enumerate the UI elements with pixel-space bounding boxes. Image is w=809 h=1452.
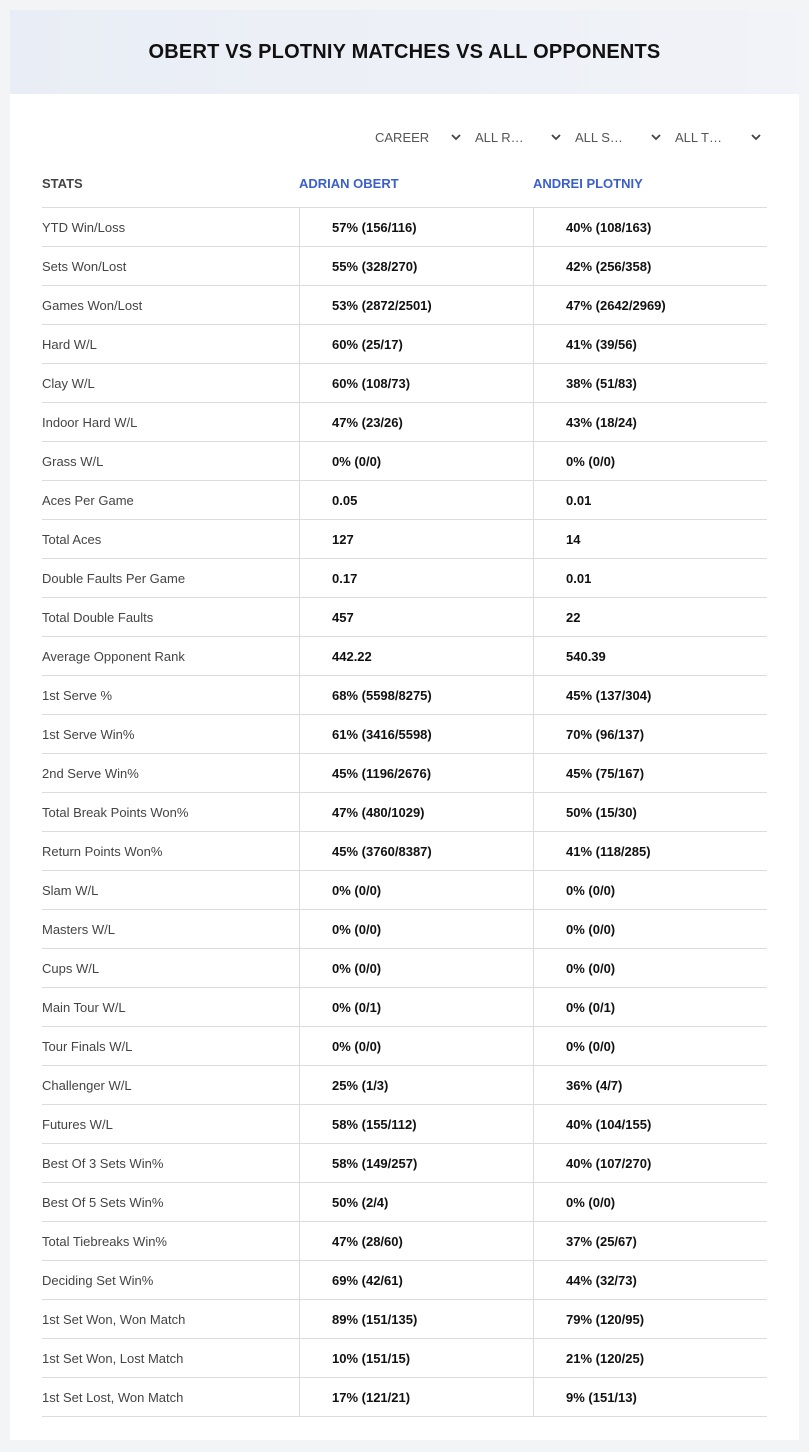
chevron-down-icon bbox=[751, 132, 761, 142]
table-row bbox=[42, 871, 767, 910]
player1-value: 0.17 bbox=[299, 559, 533, 597]
player2-value: 0% (0/0) bbox=[533, 949, 767, 987]
chevron-down-icon bbox=[451, 132, 461, 142]
table-row bbox=[42, 520, 767, 559]
filter-bar bbox=[367, 127, 767, 147]
stat-label: 1st Serve % bbox=[42, 687, 113, 703]
player1-value: 58% (149/257) bbox=[299, 1144, 533, 1182]
table-row bbox=[42, 910, 767, 949]
player2-value: 44% (32/73) bbox=[533, 1261, 767, 1299]
stat-label: Return Points Won% bbox=[42, 843, 163, 859]
stat-label: Grass W/L bbox=[42, 453, 104, 469]
table-row bbox=[42, 1339, 767, 1378]
table-header bbox=[42, 160, 767, 208]
stat-label: Slam W/L bbox=[42, 882, 99, 898]
player1-value: 61% (3416/5598) bbox=[299, 715, 533, 753]
player1-value: 442.22 bbox=[299, 637, 533, 675]
player1-value: 55% (328/270) bbox=[299, 247, 533, 285]
player2-value: 79% (120/95) bbox=[533, 1300, 767, 1338]
player2-value: 21% (120/25) bbox=[533, 1339, 767, 1377]
player2-value: 0% (0/0) bbox=[533, 1183, 767, 1221]
player2-value: 36% (4/7) bbox=[533, 1066, 767, 1104]
stat-label: Best Of 5 Sets Win% bbox=[42, 1194, 164, 1210]
player1-value: 17% (121/21) bbox=[299, 1378, 533, 1416]
player2-value: 14 bbox=[533, 520, 767, 558]
stat-label: 1st Serve Win% bbox=[42, 726, 135, 742]
player1-value: 0.05 bbox=[299, 481, 533, 519]
player2-value: 40% (107/270) bbox=[533, 1144, 767, 1182]
player1-value: 47% (23/26) bbox=[299, 403, 533, 441]
player1-value: 45% (1196/2676) bbox=[299, 754, 533, 792]
player2-value: 0% (0/0) bbox=[533, 1027, 767, 1065]
player1-value: 53% (2872/2501) bbox=[299, 286, 533, 324]
column-header-player1[interactable]: ADRIAN OBERT bbox=[299, 176, 399, 191]
player1-value: 47% (28/60) bbox=[299, 1222, 533, 1260]
table-row bbox=[42, 559, 767, 598]
player1-value: 25% (1/3) bbox=[299, 1066, 533, 1104]
player2-value: 45% (75/167) bbox=[533, 754, 767, 792]
player2-value: 40% (104/155) bbox=[533, 1105, 767, 1143]
player2-value: 42% (256/358) bbox=[533, 247, 767, 285]
stat-label: Futures W/L bbox=[42, 1116, 113, 1132]
table-row bbox=[42, 286, 767, 325]
player2-value: 41% (118/285) bbox=[533, 832, 767, 870]
stat-label: YTD Win/Loss bbox=[42, 219, 126, 235]
table-row bbox=[42, 1105, 767, 1144]
player2-value: 0% (0/0) bbox=[533, 871, 767, 909]
player1-value: 60% (25/17) bbox=[299, 325, 533, 363]
player2-value: 50% (15/30) bbox=[533, 793, 767, 831]
player2-value: 0% (0/0) bbox=[533, 910, 767, 948]
stat-label: Tour Finals W/L bbox=[42, 1038, 133, 1054]
stat-label: Average Opponent Rank bbox=[42, 648, 185, 664]
stat-label: Games Won/Lost bbox=[42, 297, 143, 313]
table-row bbox=[42, 442, 767, 481]
table-row bbox=[42, 1300, 767, 1339]
stats-card bbox=[10, 10, 799, 1440]
table-row bbox=[42, 1261, 767, 1300]
stat-label: Masters W/L bbox=[42, 921, 115, 937]
player2-value: 47% (2642/2969) bbox=[533, 286, 767, 324]
player1-value: 0% (0/0) bbox=[299, 871, 533, 909]
table-row bbox=[42, 481, 767, 520]
table-row bbox=[42, 949, 767, 988]
table-row bbox=[42, 1378, 767, 1417]
column-header-stats: STATS bbox=[42, 176, 83, 191]
player1-value: 57% (156/116) bbox=[299, 208, 533, 246]
filter-dropdown-0[interactable] bbox=[367, 127, 467, 147]
player1-value: 69% (42/61) bbox=[299, 1261, 533, 1299]
table-row bbox=[42, 598, 767, 637]
player1-value: 0% (0/0) bbox=[299, 1027, 533, 1065]
table-row bbox=[42, 715, 767, 754]
player1-value: 45% (3760/8387) bbox=[299, 832, 533, 870]
stat-label: 1st Set Lost, Won Match bbox=[42, 1389, 184, 1405]
stat-label: Challenger W/L bbox=[42, 1077, 132, 1093]
stat-label: Best Of 3 Sets Win% bbox=[42, 1155, 164, 1171]
player2-value: 40% (108/163) bbox=[533, 208, 767, 246]
chevron-down-icon bbox=[551, 132, 561, 142]
stat-label: Clay W/L bbox=[42, 375, 95, 391]
player1-value: 60% (108/73) bbox=[299, 364, 533, 402]
stats-table bbox=[42, 160, 767, 1417]
player2-value: 41% (39/56) bbox=[533, 325, 767, 363]
table-row bbox=[42, 364, 767, 403]
table-row bbox=[42, 754, 767, 793]
stat-label: Double Faults Per Game bbox=[42, 570, 186, 586]
table-row bbox=[42, 1222, 767, 1261]
table-row bbox=[42, 637, 767, 676]
table-body bbox=[42, 208, 767, 1417]
table-row bbox=[42, 1144, 767, 1183]
player1-value: 457 bbox=[299, 598, 533, 636]
filter-dropdown-3[interactable] bbox=[667, 127, 767, 147]
filter-dropdown-label: ALL R… bbox=[475, 129, 524, 145]
filter-dropdown-1[interactable] bbox=[467, 127, 567, 147]
page-title: OBERT VS PLOTNIY MATCHES VS ALL OPPONENTS bbox=[148, 40, 661, 63]
player2-value: 22 bbox=[533, 598, 767, 636]
player1-value: 0% (0/0) bbox=[299, 910, 533, 948]
table-row bbox=[42, 403, 767, 442]
filter-dropdown-label: CAREER bbox=[375, 129, 430, 145]
stat-label: Total Aces bbox=[42, 531, 102, 547]
stat-label: 1st Set Won, Lost Match bbox=[42, 1350, 184, 1366]
player2-value: 0.01 bbox=[533, 559, 767, 597]
stat-label: 2nd Serve Win% bbox=[42, 765, 139, 781]
player2-value: 45% (137/304) bbox=[533, 676, 767, 714]
player2-value: 38% (51/83) bbox=[533, 364, 767, 402]
player1-value: 0% (0/1) bbox=[299, 988, 533, 1026]
player2-value: 540.39 bbox=[533, 637, 767, 675]
player1-value: 58% (155/112) bbox=[299, 1105, 533, 1143]
chevron-down-icon bbox=[651, 132, 661, 142]
stat-label: Aces Per Game bbox=[42, 492, 134, 508]
card-header bbox=[10, 10, 799, 94]
table-row bbox=[42, 832, 767, 871]
filter-dropdown-label: ALL S… bbox=[575, 129, 623, 145]
player1-value: 89% (151/135) bbox=[299, 1300, 533, 1338]
stat-label: Hard W/L bbox=[42, 336, 97, 352]
stat-label: Indoor Hard W/L bbox=[42, 414, 138, 430]
table-row bbox=[42, 988, 767, 1027]
column-header-player2[interactable]: ANDREI PLOTNIY bbox=[533, 176, 643, 191]
stat-label: 1st Set Won, Won Match bbox=[42, 1311, 186, 1327]
filter-dropdown-2[interactable] bbox=[567, 127, 667, 147]
table-row bbox=[42, 1183, 767, 1222]
player2-value: 0% (0/0) bbox=[533, 442, 767, 480]
stat-label: Cups W/L bbox=[42, 960, 100, 976]
player1-value: 0% (0/0) bbox=[299, 949, 533, 987]
table-row bbox=[42, 1027, 767, 1066]
player1-value: 0% (0/0) bbox=[299, 442, 533, 480]
stat-label: Main Tour W/L bbox=[42, 999, 126, 1015]
player2-value: 70% (96/137) bbox=[533, 715, 767, 753]
player1-value: 68% (5598/8275) bbox=[299, 676, 533, 714]
table-row bbox=[42, 676, 767, 715]
table-row bbox=[42, 325, 767, 364]
player2-value: 0.01 bbox=[533, 481, 767, 519]
player1-value: 50% (2/4) bbox=[299, 1183, 533, 1221]
stat-label: Total Double Faults bbox=[42, 609, 154, 625]
stat-label: Sets Won/Lost bbox=[42, 258, 127, 274]
player1-value: 127 bbox=[299, 520, 533, 558]
player2-value: 0% (0/1) bbox=[533, 988, 767, 1026]
player1-value: 10% (151/15) bbox=[299, 1339, 533, 1377]
player2-value: 37% (25/67) bbox=[533, 1222, 767, 1260]
stat-label: Deciding Set Win% bbox=[42, 1272, 154, 1288]
filter-dropdown-label: ALL T… bbox=[675, 129, 722, 145]
player1-value: 47% (480/1029) bbox=[299, 793, 533, 831]
stat-label: Total Break Points Won% bbox=[42, 804, 189, 820]
table-row bbox=[42, 208, 767, 247]
table-row bbox=[42, 247, 767, 286]
player2-value: 9% (151/13) bbox=[533, 1378, 767, 1416]
stat-label: Total Tiebreaks Win% bbox=[42, 1233, 167, 1249]
table-row bbox=[42, 1066, 767, 1105]
table-row bbox=[42, 793, 767, 832]
player2-value: 43% (18/24) bbox=[533, 403, 767, 441]
